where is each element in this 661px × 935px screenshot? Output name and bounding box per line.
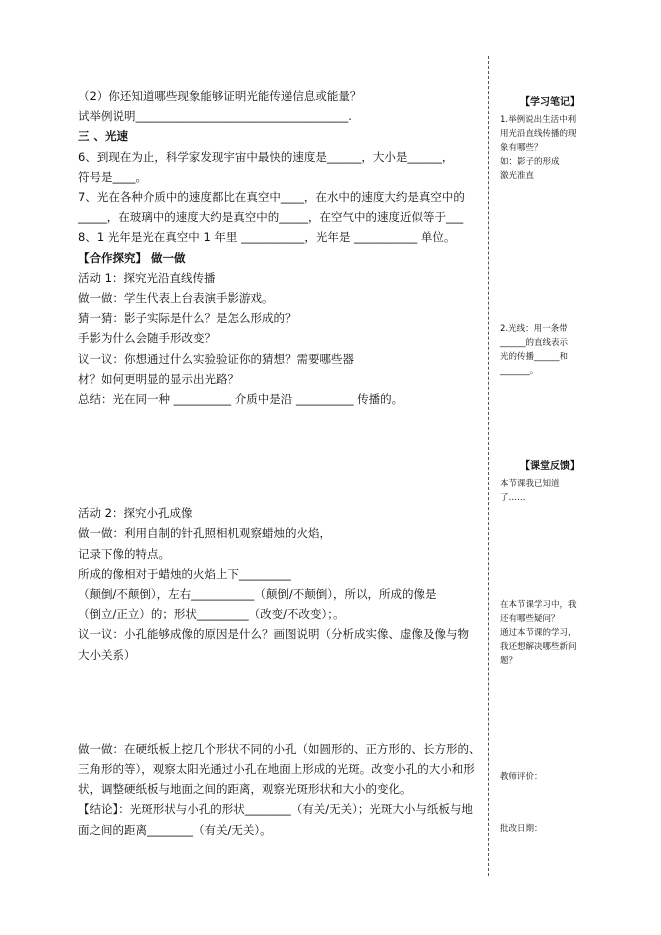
study-notes-title: 【学习笔记】 — [520, 97, 580, 108]
main-column — [78, 86, 486, 840]
question-line: 我还想解决哪些新问 — [500, 642, 577, 652]
conclusion: 【结论】：光斑形状与小孔的形状________（有关/无关）；光斑大小与纸板与地 — [78, 802, 473, 817]
class-feedback-title: 【课堂反馈】 — [520, 461, 580, 472]
column-divider — [488, 56, 489, 876]
activity-2-image-1: 所成的像相对于蜡烛的火焰上下_________ — [78, 566, 291, 581]
conclusion-cont: 面之间的距离________（有关/无关）。 — [78, 822, 272, 837]
example-line: 试举例说明_____________________________________. — [78, 109, 352, 124]
question-8: 8、1 光年是光在真空中 1 年里 ___________，光年是 ___________ 单位。 — [78, 230, 456, 245]
notes-line: 1.举例说出生活中利 — [500, 115, 577, 125]
activity-3-do-cont-2: 状，调整硬纸板与地面之间的距离，观察光斑形状和大小的变化。 — [78, 782, 412, 797]
activity-1-title: 活动 1：探究光沿直线传播 — [78, 270, 216, 285]
question-line: 题？ — [500, 656, 518, 666]
notes-line: 用光沿直线传播的现 — [500, 129, 577, 139]
feedback-line: 了…… — [500, 493, 526, 503]
blank-space — [78, 409, 486, 503]
notes-line: 如：影子的形成 — [500, 157, 560, 167]
question-7: 7、光在各种介质中的速度都比在真空中____，在水中的速度大约是真空中的 — [78, 190, 465, 205]
activity-1-do: 做一做：学生代表上台表演手影游戏。 — [78, 291, 274, 306]
grade-date — [500, 822, 600, 836]
notes-line: 象有哪些？ — [500, 143, 543, 153]
question-6: 6、到现在为止，科学家发现宇宙中最快的速度是______，大小是______， — [78, 149, 454, 164]
activity-1-summary: 总结：光在同一种 __________ 介质中是沿 __________ 传播的。 — [78, 392, 404, 407]
question-line: 还有哪些疑问？ — [500, 614, 560, 624]
class-feedback-block — [500, 460, 600, 505]
activity-2-record: 记录下像的特点。 — [78, 546, 170, 561]
feedback-line: 本节课我已知道 — [500, 479, 560, 489]
grade-date-label: 批改日期： — [500, 824, 543, 834]
question-2: （2）你还知道哪些现象能够证明光能传递信息或能量？ — [78, 89, 362, 103]
question-7-cont: _____，在玻璃中的速度大约是真空中的_____，在空气中的速度近似等于___ — [78, 210, 464, 225]
activity-2-do: 做一做：利用自制的针孔照相机观察蜡烛的火焰， — [78, 526, 331, 541]
activity-1-guess: 猜一猜：影子实际是什么？是怎么形成的？ — [78, 311, 297, 326]
activity-2-image-2: （颠倒/不颠倒），左右___________（颠倒/不颠倒），所以，所成的像是 — [78, 587, 437, 602]
activity-1-discuss: 议一议：你想通过什么实验验证你的猜想？需要哪些器 — [78, 351, 354, 366]
questions-block — [500, 598, 600, 668]
question-6-cont: 符号是____。 — [78, 169, 147, 184]
notes-line: 激光准直 — [500, 171, 535, 181]
question-line: 通过本节课的学习， — [500, 628, 577, 638]
ray-line: ______的直线表示 — [500, 338, 569, 348]
activity-2-discuss-cont: 大小关系） — [78, 647, 136, 662]
section-light-speed: 三 、光速 — [78, 129, 129, 144]
blank-space-2 — [78, 665, 486, 739]
study-notes-block — [500, 96, 600, 183]
ray-line: 光的传播______和 — [500, 352, 569, 362]
activity-2-discuss: 议一议：小孔能够成像的原因是什么？画图说明（分析成实像、虚像及像与物 — [78, 627, 469, 642]
activity-3-do: 做一做：在硬纸板上挖几个形状不同的小孔（如圆形的、正方形的、长方形的、 — [78, 741, 481, 756]
teacher-eval-label: 教师评价： — [500, 772, 543, 782]
activity-2-image-3: （倒立/正立）的；形状_________（改变/不改变）；。 — [78, 607, 345, 622]
activity-3-do-cont: 三角形的等），观察太阳光通过小孔在地面上形成的光斑。改变小孔的大小和形 — [78, 762, 475, 777]
section-cooperative: 【合作探究】 做一做 — [78, 250, 186, 265]
question-line: 在本节课学习中，我 — [500, 600, 577, 610]
activity-1-guess-cont: 手影为什么会随手形改变？ — [78, 331, 216, 346]
ray-line: 2.光线：用一条带 — [500, 324, 568, 334]
activity-1-discuss-cont: 材？如何更明显的显示出光路？ — [78, 371, 239, 386]
ray-line: _______。 — [500, 366, 539, 376]
activity-2-title: 活动 2：探究小孔成像 — [78, 506, 193, 521]
teacher-eval — [500, 770, 600, 784]
light-ray-block — [500, 322, 600, 378]
